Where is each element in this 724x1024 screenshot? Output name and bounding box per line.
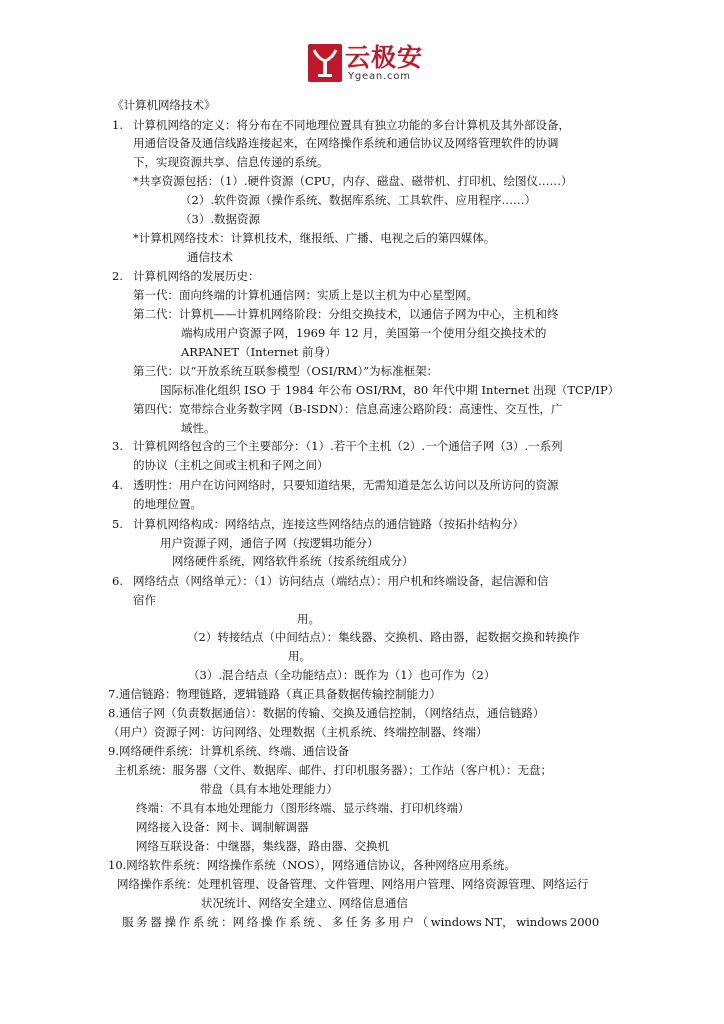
section-10-line-4: 服 务 器 操 作 系 统 ：网 络 操 作 系 统 、 多 任 务 多 用 户 （ windows NT， windows 2000	[122, 915, 600, 929]
section-8-line-2: （用户）资源子网：访问网络、处理数据（主机系统、终端控制器、终端）	[108, 725, 488, 739]
site-logo	[308, 44, 426, 84]
section-9-line-6: 网络互联设备：中继器，集线器，路由器、交换机	[136, 839, 389, 853]
section-3-line-2: 的协议（主机之间或主机和子网之间）	[133, 458, 329, 472]
section-9-line-5: 网络接入设备：网卡、调制解调器	[136, 820, 309, 834]
section-2-arpanet: ARPANET（Internet 前身）	[181, 345, 337, 359]
section-9-line-2: 主机系统：服务器（文件、数据库、邮件、打印机服务器）；工作站（客户机）：无盘；	[115, 763, 552, 777]
section-6-number: 6.	[112, 574, 123, 588]
section-1-shared-resources: *共享资源包括：（1）.硬件资源（CPU，内存、磁盘、磁带机、打印机、绘图仪……）	[133, 174, 573, 188]
section-6-line-4: （2）转接结点（中间结点）：集线器、交换机、路由器，起数据交换和转换作	[187, 630, 580, 644]
section-9-line-3: 带盘（具有本地处理能力）	[200, 782, 338, 796]
section-1-data-resources: （3）.数据资源	[180, 212, 260, 226]
section-1-number: 1.	[112, 118, 123, 132]
section-3-line-1: 计算机网络包含的三个主要部分：（1）.若干个主机（2）.一个通信子网（3）.一系列	[133, 439, 563, 453]
section-6-line-5: 用。	[288, 649, 311, 663]
section-4-line-2: 的地理位置。	[133, 497, 202, 511]
section-2-number: 2.	[112, 269, 123, 283]
section-2-gen-2: 第二代：计算机——计算机网络阶段：分组交换技术，以通信子网为中心，主机和终	[133, 307, 559, 321]
section-5-line-2: 用户资源子网，通信子网（按逻辑功能分）	[160, 536, 379, 550]
section-5-line-3: 网络硬件系统，网络软件系统（按系统组成分）	[172, 554, 414, 568]
section-6-line-6: （3）.混合结点（全功能结点）：既作为（1）也可作为（2）	[188, 668, 496, 682]
section-7-line: 7.通信链路：物理链路，逻辑链路（真正具备数据传输控制能力）	[108, 687, 441, 701]
section-8-line-1: 8.通信子网（负责数据通信）：数据的传输、交换及通信控制，（网络结点，通信链路）	[108, 706, 545, 720]
section-2-gen-2-cont: 端构成用户资源子网，1969 年 12 月，美国第一个使用分组交换技术的	[181, 326, 547, 340]
section-9-line-1: 9.网络硬件系统：计算机系统、终端、通信设备	[108, 744, 349, 758]
section-4-line-1: 透明性：用户在访问网络时，只要知道结果，无需知道是怎么访问以及所访问的资源	[133, 478, 559, 492]
section-2-iso: 国际标准化组织 ISO 于 1984 年公布 OSI/RM，80 年代中期 Internet 出现（TCP/IP）	[160, 383, 620, 397]
section-1-software-resources: （2）.软件资源（操作系统、数据库系统、工具软件、应用程序……）	[180, 193, 536, 207]
section-2-gen-4-cont: 域性。	[181, 421, 216, 435]
section-1-network-tech: *计算机网络技术：计算机技术，继报纸、广播、电视之后的第四媒体。	[133, 231, 496, 245]
section-2-gen-1: 第一代：面向终端的计算机通信网：实质上是以主机为中心星型网。	[133, 288, 478, 302]
section-5-line-1: 计算机网络构成：网络结点，连接这些网络结点的通信链路（按拓扑结构分）	[133, 517, 524, 531]
section-10-line-2: 网络操作系统：处理机管理、设备管理、文件管理、网络用户管理、网络资源管理、网络运行	[117, 877, 589, 891]
section-1-line-3: 下，实现资源共享、信息传递的系统。	[133, 155, 329, 169]
section-5-number: 5.	[112, 517, 123, 531]
section-6-line-1: 网络结点（网络单元）：（1）访问结点（端结点）：用户机和终端设备，起信源和信	[133, 574, 549, 588]
document-title: 《计算机网络技术》	[112, 98, 216, 112]
section-1-line-1: 计算机网络的定义：将分布在不同地理位置具有独立功能的多台计算机及其外部设备，	[133, 118, 570, 132]
logo-english-text: Ygean.com	[348, 71, 411, 82]
section-4-number: 4.	[112, 478, 123, 492]
section-9-line-4: 终端：不具有本地处理能力（图形终端、显示终端、打印机终端）	[136, 801, 470, 815]
section-2-gen-4: 第四代：宽带综合业务数字网（B-ISDN）：信息高速公路阶段：高速性、交互性，广	[133, 402, 563, 416]
section-1-line-2: 用通信设备及通信线路连接起来，在网络操作系统和通信协议及网络管理软件的协调	[133, 136, 559, 150]
section-10-line-1: 10.网络软件系统：网络操作系统（NOS），网络通信协议，各种网络应用系统。	[108, 858, 516, 872]
section-3-number: 3.	[112, 439, 123, 453]
section-6-line-3: 用。	[297, 612, 320, 626]
section-6-line-2: 宿作	[133, 593, 156, 607]
section-2-line-1: 计算机网络的发展历史：	[133, 269, 260, 283]
section-1-comm-tech: 通信技术	[187, 250, 233, 264]
section-10-line-3: 状况统计、网络安全建立、网络信息通信	[201, 896, 408, 910]
section-2-gen-3: 第三代：以“开放系统互联参模型（OSI/RM）”为标准框架：	[133, 364, 439, 378]
ygean-logo-icon	[308, 44, 342, 82]
logo-chinese-text: 云极安	[345, 43, 424, 72]
